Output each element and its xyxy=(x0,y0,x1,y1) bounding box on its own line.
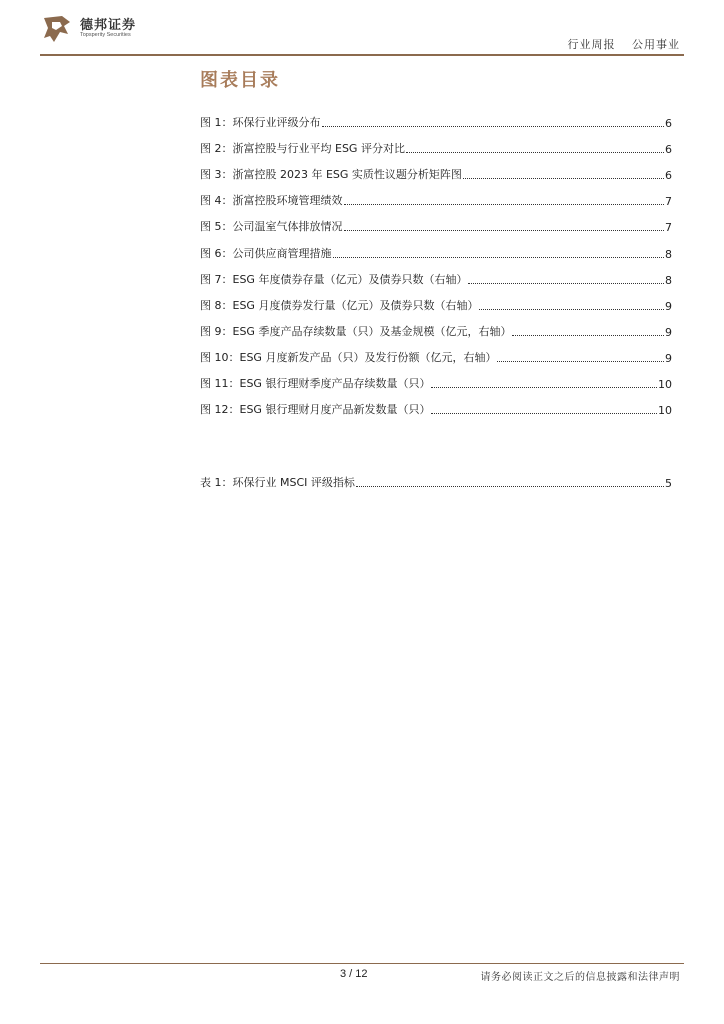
toc-entry-page: 10 xyxy=(658,378,672,392)
toc-leader-dots xyxy=(468,282,664,284)
footer-divider xyxy=(40,963,684,964)
logo-text-cn: 德邦证券 xyxy=(80,18,137,33)
toc-title: 图表目录 xyxy=(200,70,280,91)
toc-entry[interactable] xyxy=(200,365,672,391)
toc-leader-dots xyxy=(431,386,657,388)
toc-entry-label: 图 8：ESG 月度债券发行量（亿元）及债券只数（右轴） xyxy=(200,298,479,312)
toc-entry[interactable] xyxy=(200,130,672,156)
header-divider xyxy=(40,54,684,56)
toc-entry-page: 9 xyxy=(665,325,672,339)
toc-entry-page: 7 xyxy=(665,221,672,235)
toc-entry-page: 6 xyxy=(665,117,672,131)
toc-entry-label: 图 12：ESG 银行理财月度产品新发数量（只） xyxy=(200,403,431,417)
toc-entry-label: 图 5：公司温室气体排放情况 xyxy=(200,220,343,234)
toc-entry-page: 6 xyxy=(665,143,672,157)
toc-entry-label: 图 6：公司供应商管理措施 xyxy=(200,246,332,260)
toc-entry-label: 图 4：浙富控股环境管理绩效 xyxy=(200,194,343,208)
toc-entry-page: 9 xyxy=(665,351,672,365)
figure-list xyxy=(200,104,672,417)
toc-leader-dots xyxy=(356,485,664,487)
page-header xyxy=(0,0,724,58)
toc-entry-label: 图 3：浙富控股 2023 年 ESG 实质性议题分析矩阵图 xyxy=(200,168,462,182)
toc-leader-dots xyxy=(333,256,665,258)
toc-entry-label: 图 11：ESG 银行理财季度产品存续数量（只） xyxy=(200,377,431,391)
toc-entry-label: 表 1：环保行业 MSCI 评级指标 xyxy=(200,476,355,490)
toc-entry[interactable] xyxy=(200,391,672,417)
toc-entry[interactable] xyxy=(200,208,672,234)
toc-entry-label: 图 1：环保行业评级分布 xyxy=(200,116,321,130)
toc-entry[interactable] xyxy=(200,234,672,260)
table-list xyxy=(200,464,672,490)
company-logo xyxy=(40,12,180,50)
toc-entry-label: 图 2：浙富控股与行业平均 ESG 评分对比 xyxy=(200,142,405,156)
toc-entry-page: 10 xyxy=(658,404,672,418)
toc-entry-page: 8 xyxy=(665,247,672,261)
toc-leader-dots xyxy=(344,203,665,205)
toc-leader-dots xyxy=(463,177,664,179)
toc-entry[interactable] xyxy=(200,156,672,182)
header-tags xyxy=(556,36,681,52)
toc-entry[interactable] xyxy=(200,287,672,313)
toc-leader-dots xyxy=(479,308,664,310)
footer-disclaimer: 请务必阅读正文之后的信息披露和法律声明 xyxy=(480,972,680,983)
toc-entry-label: 图 9：ESG 季度产品存续数量（只）及基金规模（亿元，右轴） xyxy=(200,324,512,338)
toc-leader-dots xyxy=(322,125,665,127)
toc-leader-dots xyxy=(431,412,657,414)
toc-leader-dots xyxy=(512,334,664,336)
toc-entry[interactable] xyxy=(200,464,672,490)
toc-leader-dots xyxy=(497,360,664,362)
toc-entry[interactable] xyxy=(200,261,672,287)
toc-entry-label: 图 10：ESG 月度新发产品（只）及发行份额（亿元，右轴） xyxy=(200,350,497,364)
toc-entry-page: 5 xyxy=(665,477,672,491)
toc-entry-label: 图 7：ESG 年度债券存量（亿元）及债券只数（右轴） xyxy=(200,272,468,286)
toc-entry-page: 7 xyxy=(665,195,672,209)
logo-text-en: Topsperity Securities xyxy=(80,32,131,38)
toc-entry[interactable] xyxy=(200,313,672,339)
toc-leader-dots xyxy=(344,229,665,231)
toc-entry-page: 9 xyxy=(665,299,672,313)
toc-leader-dots xyxy=(406,151,664,153)
toc-entry[interactable] xyxy=(200,104,672,130)
logo-mark-icon xyxy=(40,12,74,46)
toc-entry[interactable] xyxy=(200,339,672,365)
report-sector: 公用事业 xyxy=(632,38,680,51)
toc-entry[interactable] xyxy=(200,182,672,208)
toc-entry-page: 8 xyxy=(665,273,672,287)
page-number: 3 / 12 xyxy=(340,968,368,980)
toc-entry-page: 6 xyxy=(665,169,672,183)
report-category: 行业周报 xyxy=(567,38,616,51)
